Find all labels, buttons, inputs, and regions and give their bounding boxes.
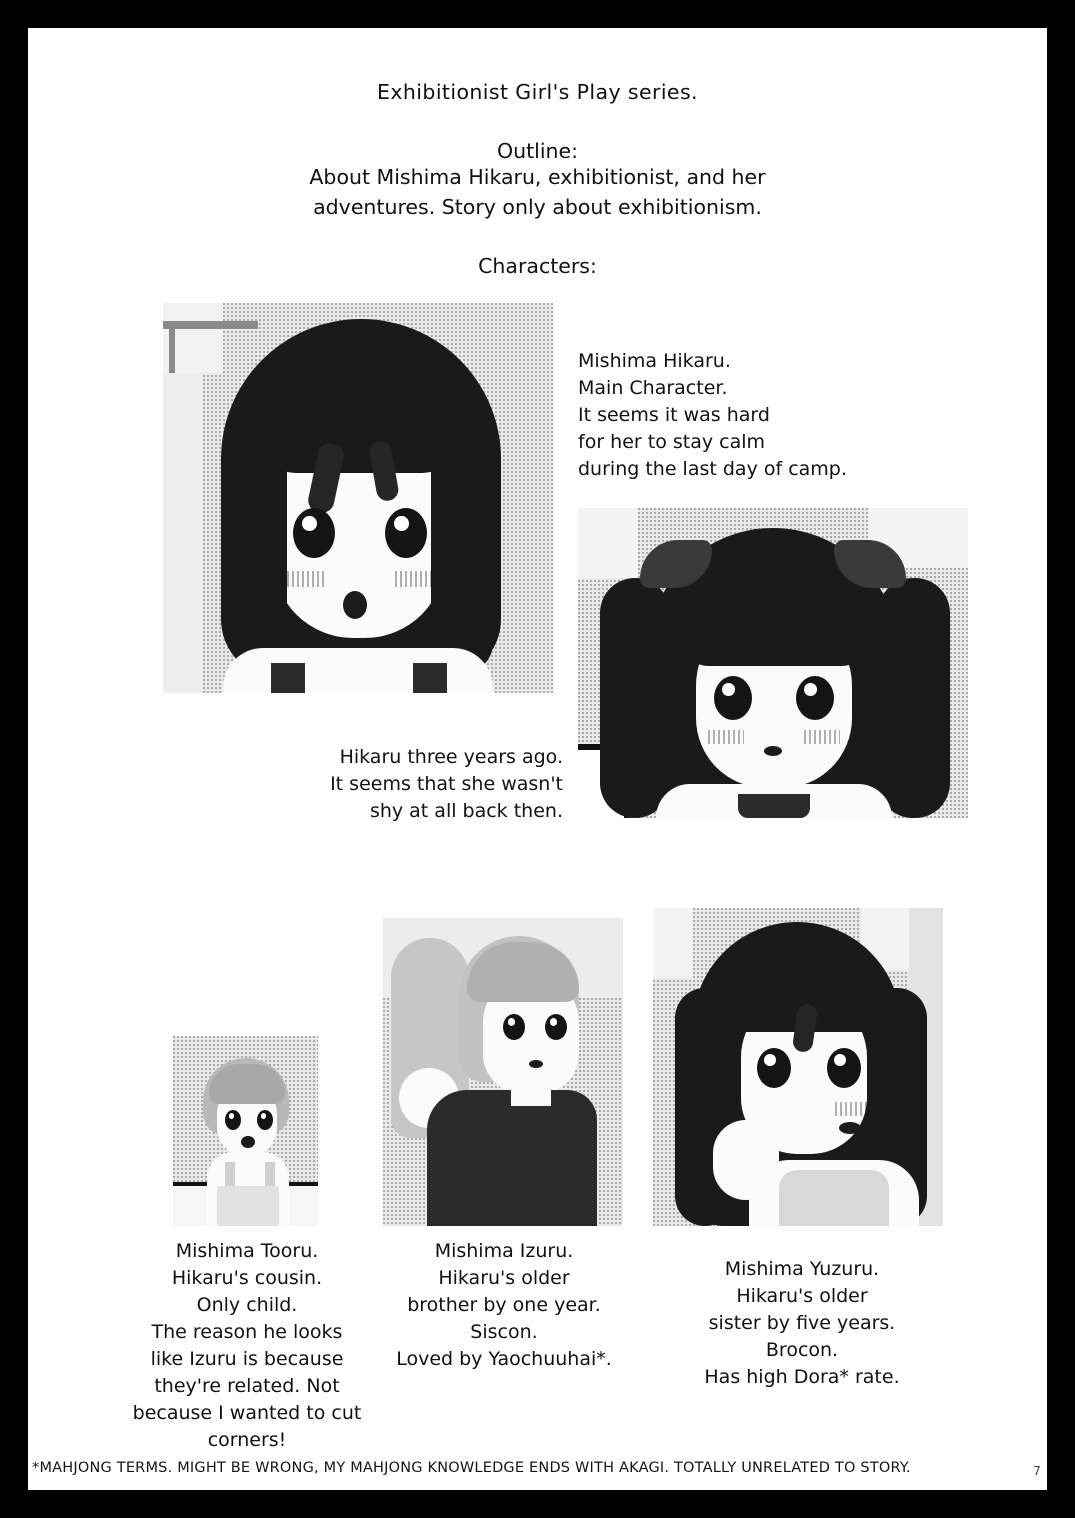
blush-right [835, 1102, 869, 1116]
background-shape [163, 321, 258, 329]
caption-line: they're related. Not [154, 1374, 340, 1397]
blush-left [708, 730, 744, 744]
mouth-shape [529, 1060, 543, 1068]
character-image-tooru [173, 1036, 318, 1226]
outline-line-1: About Mishima Hikaru, exhibitionist, and her [309, 165, 766, 189]
caption-line: shy at all back then. [369, 799, 563, 822]
caption-line: Has high Dora* rate. [704, 1365, 900, 1388]
blush-right [395, 571, 435, 587]
eye-left [293, 508, 335, 558]
clothing-jacket [427, 1090, 597, 1226]
eye-right [827, 1048, 861, 1088]
character-image-hikaru-past [578, 508, 968, 818]
eye-left [225, 1110, 241, 1130]
eye-highlight [508, 1018, 515, 1026]
caption-line: because I wanted to cut [132, 1401, 362, 1424]
blush-left [287, 571, 327, 587]
caption-line: Hikaru's cousin. [171, 1266, 323, 1289]
eye-right [545, 1014, 567, 1040]
page-number: 7 [1033, 1464, 1041, 1478]
mouth-shape [764, 746, 782, 756]
twintail-right [878, 578, 950, 818]
caption-line: Main Character. [578, 376, 728, 399]
document-page [28, 28, 1047, 1490]
eye-highlight [834, 1054, 846, 1066]
eye-left [714, 676, 752, 720]
neck-shape [511, 1084, 551, 1106]
eye-right [796, 676, 834, 720]
eye-right [385, 508, 427, 558]
caption-line: The reason he looks [151, 1320, 343, 1343]
clothing-collar [738, 794, 810, 818]
hair-bangs [209, 1064, 285, 1104]
eye-highlight [764, 1054, 776, 1066]
eye-highlight [550, 1018, 557, 1026]
caption-line: corners! [207, 1428, 287, 1451]
mouth-shape [241, 1136, 255, 1148]
caption-line: Mishima Hikaru. [578, 350, 731, 372]
clothing-strap-right [413, 663, 447, 693]
character-image-izuru [383, 918, 623, 1226]
eye-left [757, 1048, 791, 1088]
character-image-hikaru-main [163, 303, 553, 693]
caption-line: Only child. [196, 1293, 298, 1316]
document-header [28, 80, 1047, 278]
background-shape [163, 373, 203, 693]
eye-highlight [722, 683, 735, 696]
blush-right [804, 730, 840, 744]
caption-line: Siscon. [470, 1320, 538, 1343]
hair-side-right [431, 413, 493, 673]
characters-heading: Characters: [478, 254, 597, 279]
caption-line: Brocon. [765, 1338, 839, 1361]
outline-line-2: adventures. Story only about exhibitionism. [313, 194, 762, 219]
footnote-text: *MAHJONG TERMS. MIGHT BE WRONG, MY MAHJONG KNOWLEDGE ENDS WITH AKAGI. TOTALLY UNRELATED TO STORY. [32, 1460, 911, 1476]
caption-line: Hikaru's older [438, 1266, 570, 1289]
caption-line: It seems it was hard [578, 403, 770, 426]
outline-heading: Outline: [496, 139, 579, 163]
background-shape [578, 508, 638, 578]
caption-line: for her to stay calm [578, 430, 766, 453]
mouth-shape [839, 1122, 861, 1134]
eye-highlight [804, 683, 817, 696]
eye-highlight [302, 516, 316, 531]
caption-line: sister by five years. [708, 1311, 896, 1334]
caption-line: Mishima Izuru. [434, 1240, 574, 1262]
character-image-yuzuru [653, 908, 943, 1226]
background-shape [653, 908, 693, 978]
eye-highlight [261, 1113, 266, 1119]
caption-line: Hikaru's older [736, 1284, 868, 1307]
eye-highlight [229, 1113, 234, 1119]
caption-line: like Izuru is because [150, 1347, 344, 1370]
shoulder-shape [223, 648, 493, 693]
caption-line: during the last day of camp. [578, 457, 847, 480]
clothing-strap-left [271, 663, 305, 693]
hair-side-left [229, 413, 287, 663]
mouth-shape [343, 591, 367, 619]
caption-line: Mishima Yuzuru. [724, 1258, 880, 1280]
caption-yuzuru [662, 1256, 942, 1391]
page-title: Exhibitionist Girl's Play series. [377, 80, 698, 104]
caption-izuru [373, 1238, 635, 1373]
eye-right [257, 1110, 273, 1130]
clothing-collar [779, 1170, 889, 1226]
twintail-left [600, 578, 670, 818]
caption-tooru [118, 1238, 376, 1454]
caption-line: Loved by Yaochuuhai*. [396, 1347, 612, 1370]
caption-line: Mishima Tooru. [175, 1240, 319, 1262]
background-shape [169, 329, 175, 377]
caption-line: brother by one year. [407, 1293, 601, 1316]
eye-highlight [394, 516, 408, 531]
caption-line: Hikaru three years ago. [339, 746, 563, 768]
caption-hikaru-main [578, 348, 998, 483]
eye-left [503, 1014, 525, 1040]
caption-line: It seems that she wasn't [330, 772, 563, 795]
clothing-body [217, 1186, 279, 1226]
caption-hikaru-past [218, 744, 563, 825]
